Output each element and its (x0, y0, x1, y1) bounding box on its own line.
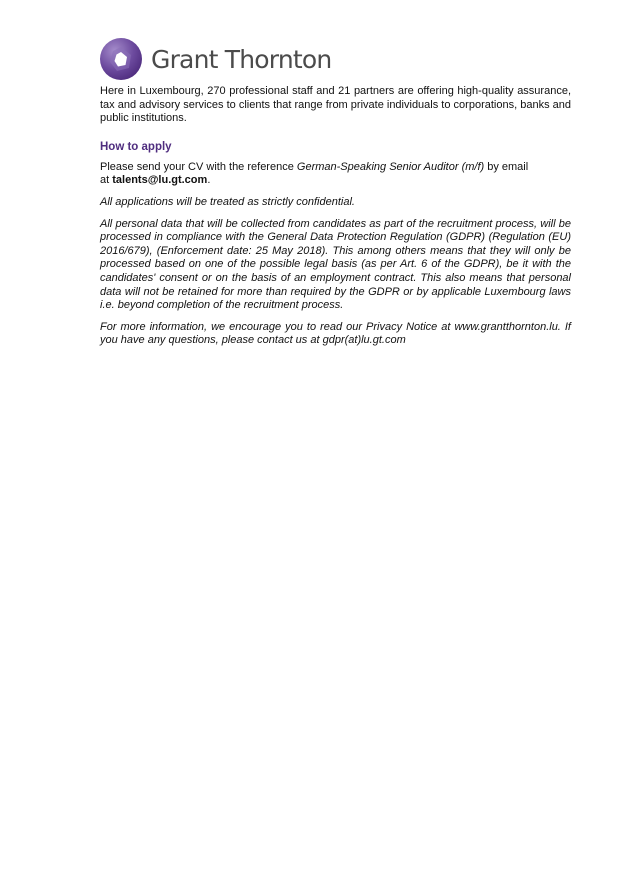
grant-thornton-logo-icon (100, 38, 142, 80)
apply-text-at: at (100, 174, 113, 187)
intro-paragraph: Here in Luxembourg, 270 professional staff and 21 partners are offering high-quality assurance, tax and advisory services to clients that range from private individuals to corporations, banks and public institutions. (100, 85, 571, 125)
logo-wordmark: Grant Thornton (151, 44, 332, 74)
gdpr-paragraph: All personal data that will be collected from candidates as part of the recruitment process, will be processed in compliance with the General Data Protection Regulation (GDPR) (Regulation (EU) 2016/679), (Enforcement date: 25 May 2018). This among others means that they will only be processed based on one of the possible legal basis (as per Art. 6 of the GDPR), be it with the candidates' consent or on the basis of an employment contract. This also means that personal data will not be retained for more than required by the GDPR or by applicable Luxembourg laws i.e. beyond completion of the recruitment process. (100, 217, 571, 312)
apply-text-before: Please send your CV with the reference (100, 160, 297, 173)
privacy-info-paragraph: For more information, we encourage you to read our Privacy Notice at www.grantthornton.lu. If you have any questions, please contact us at gdpr(at)lu.gt.com (100, 320, 571, 347)
apply-text-middle: by email (484, 160, 529, 173)
document-body (100, 85, 571, 348)
how-to-apply-heading: How to apply (100, 140, 172, 153)
email-address: talents@lu.gt.com (112, 174, 208, 187)
apply-text-end: . (207, 174, 211, 187)
job-reference: German-Speaking Senior Auditor (m/f) (296, 160, 485, 173)
confidential-note: All applications will be treated as strictly confidential. (100, 195, 355, 208)
apply-instructions (100, 161, 571, 188)
grant-thornton-logo (100, 38, 331, 80)
